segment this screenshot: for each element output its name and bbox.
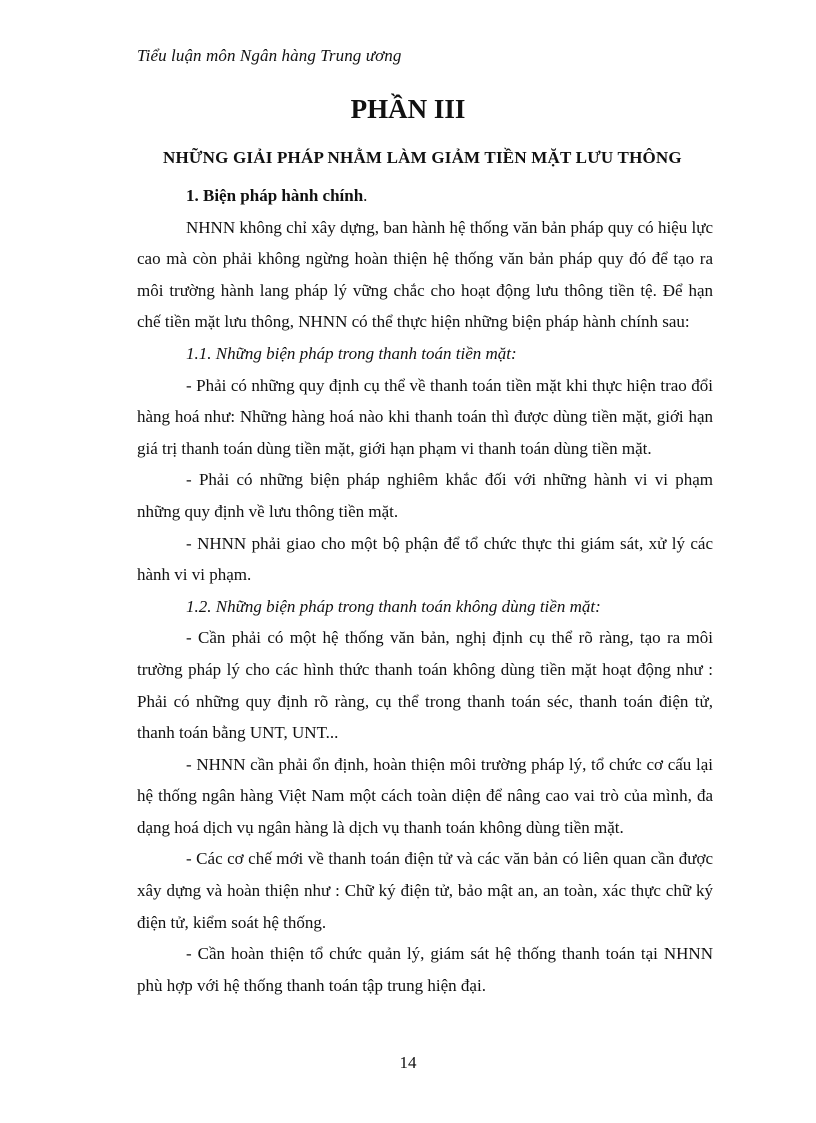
- paragraph-1-1-a: - Phải có những quy định cụ thể về thanh toán tiền mặt khi thực hiện trao đổi hàng hoá như: Những hàng hoá nào khi thanh toán thì được dùng tiền mặt, giới hạn giá trị thanh toán dùng tiền mặt, giới hạn phạm vi thanh toán dùng tiền mặt.: [137, 375, 713, 458]
- part-title: PHẦN III: [350, 94, 466, 124]
- paragraph-1-1-c: - NHNN phải giao cho một bộ phận để tổ chức thực thi giám sát, xử lý các hành vi vi phạm.: [137, 533, 713, 585]
- paragraph-1-2-a: - Cần phải có một hệ thống văn bản, nghị định cụ thể rõ ràng, tạo ra môi trường pháp lý cho các hình thức thanh toán không dùng tiền mặt hoạt động như : Phải có những quy định rõ ràng, cụ thể trong thanh toán séc, thanh toán điện tử, thanh toán bằng UNT, UNT...: [137, 628, 713, 743]
- intro-paragraph: NHNN không chỉ xây dựng, ban hành hệ thống văn bản pháp quy có hiệu lực cao mà còn phải không ngừng hoàn thiện hệ thống văn bản pháp quy đó để tạo ra môi trường hành lang pháp lý vững chắc cho hoạt động lưu thông tiền tệ. Để hạn chế tiền mặt lưu thông, NHNN có thể thực hiện những biện pháp hành chính sau:: [137, 217, 713, 332]
- page-number: 14: [399, 1053, 417, 1072]
- paragraph-1-2-d: - Cần hoàn thiện tổ chức quản lý, giám sát hệ thống thanh toán tại NHNN phù hợp với hệ thống thanh toán tập trung hiện đại.: [137, 944, 713, 995]
- paragraph-1-2-c: - Các cơ chế mới về thanh toán điện tử và các văn bản có liên quan cần được xây dựng và hoàn thiện như : Chữ ký điện tử, bảo mật an, an toàn, xác thực chữ ký điện tử, kiểm soát hệ thống.: [137, 849, 713, 932]
- heading-1-text: 1. Biện pháp hành chính: [186, 186, 364, 205]
- paragraph-1-2-b: - NHNN cần phải ổn định, hoàn thiện môi trường pháp lý, tổ chức cơ cấu lại hệ thống ngân hàng Việt Nam một cách toàn diện để nâng cao vai trò của mình, đa dạng hoá dịch vụ ngân hàng là dịch vụ thanh toán không dùng tiền mặt.: [137, 754, 713, 837]
- document-body: [137, 180, 713, 1001]
- heading-1-period: .: [363, 186, 368, 205]
- heading-1: [137, 180, 713, 212]
- subheading-1-1: 1.1. Những biện pháp trong thanh toán tiền mặt:: [186, 343, 517, 363]
- paragraph-1-1-b: - Phải có những biện pháp nghiêm khắc đối với những hành vi vi phạm những quy định về lưu thông tiền mặt.: [137, 470, 713, 521]
- subheading-1-2: 1.2. Những biện pháp trong thanh toán không dùng tiền mặt:: [186, 596, 601, 616]
- running-header: Tiểu luận môn Ngân hàng Trung ương: [137, 46, 402, 65]
- section-title: NHỮNG GIẢI PHÁP NHẰM LÀM GIẢM TIỀN MẶT LƯU THÔNG: [163, 148, 682, 167]
